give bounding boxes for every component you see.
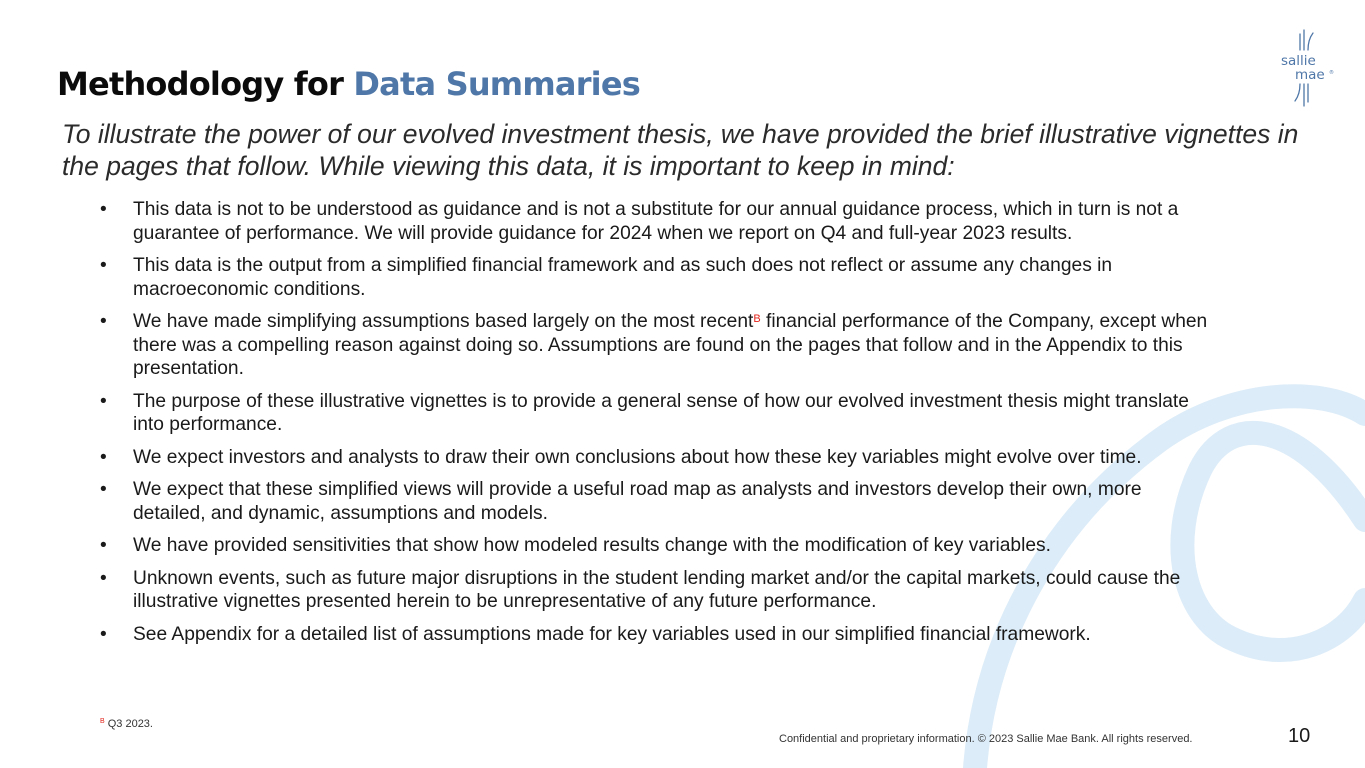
list-item-text: We expect investors and analysts to draw their own conclusions about how these key variables might evolve over time.: [133, 446, 1142, 468]
bullet-marker: •: [100, 255, 107, 276]
list-item: [100, 310, 1210, 381]
list-item: [100, 567, 1210, 614]
bullet-marker: •: [100, 446, 107, 468]
list-item-text: This data is not to be understood as guidance and is not a substitute for our annual guidance process, which in turn is not a guarantee of performance. We will provide guidance for 2024 when we report on Q4 and full-year 2023 results.: [133, 199, 1179, 244]
bullet-marker: •: [100, 479, 107, 500]
bullet-marker: •: [100, 390, 107, 412]
bullet-marker: •: [100, 567, 107, 589]
list-item: [100, 478, 1210, 525]
list-item: [100, 390, 1210, 437]
bullet-list: [100, 198, 1210, 655]
list-item-text: See Appendix for a detailed list of assumptions made for key variables used in our simplified financial framework.: [133, 623, 1091, 645]
intro-paragraph: To illustrate the power of our evolved investment thesis, we have provided the brief illustrative vignettes in the pages that follow. While viewing this data, it is important to keep in mind:: [62, 119, 1299, 181]
footnote-text: Q3 2023.: [104, 718, 153, 730]
list-item-text: This data is the output from a simplified financial framework and as such does not reflect or assume any changes in macroeconomic conditions.: [133, 255, 1113, 300]
list-item-text: We have made simplifying assumptions based largely on the most recent: [133, 311, 754, 332]
page-number: 10: [1288, 725, 1311, 747]
list-item-text: We have provided sensitivities that show how modeled results change with the modification of key variables.: [133, 535, 1051, 556]
list-item-text: Unknown events, such as future major disruptions in the student lending market and/or the capital markets, could cause the illustrative vignettes presented herein to be unrepresentative of any future performance.: [133, 567, 1181, 612]
title-accent: Data Summaries: [353, 65, 640, 103]
footnote-marker: B: [100, 718, 105, 725]
logo-text-line1: sallie: [1281, 53, 1316, 69]
sallie-mae-logo: [1279, 28, 1337, 110]
list-item: [100, 254, 1210, 301]
bullet-marker: •: [100, 535, 107, 556]
title-primary: Methodology for: [57, 65, 354, 103]
list-item-text: The purpose of these illustrative vignettes is to provide a general sense of how our evolved investment thesis might translate into performance.: [133, 390, 1189, 435]
footnote-reference: B: [753, 313, 761, 325]
list-item: [100, 198, 1210, 245]
page-title: [57, 64, 640, 104]
list-item: [100, 446, 1210, 470]
list-item: [100, 534, 1210, 558]
list-item-text: We expect that these simplified views will provide a useful road map as analysts and investors develop their own, more detailed, and dynamic, assumptions and models.: [133, 479, 1142, 524]
footnote: [100, 718, 153, 730]
logo-registered-mark: ®: [1329, 70, 1334, 76]
logo-text-line2: mae: [1295, 67, 1325, 83]
list-item-text-continued: financial performance of the Company, except when there was a compelling reason against doing so. Assumptions are found on the pages that follow and in the Appendix to this presentation.: [133, 311, 1208, 379]
bullet-marker: •: [100, 199, 107, 220]
list-item: [100, 623, 1210, 647]
bullet-marker: •: [100, 311, 107, 332]
bullet-marker: •: [100, 623, 107, 645]
confidentiality-notice: Confidential and proprietary information. © 2023 Sallie Mae Bank. All rights reserved.: [779, 733, 1193, 745]
